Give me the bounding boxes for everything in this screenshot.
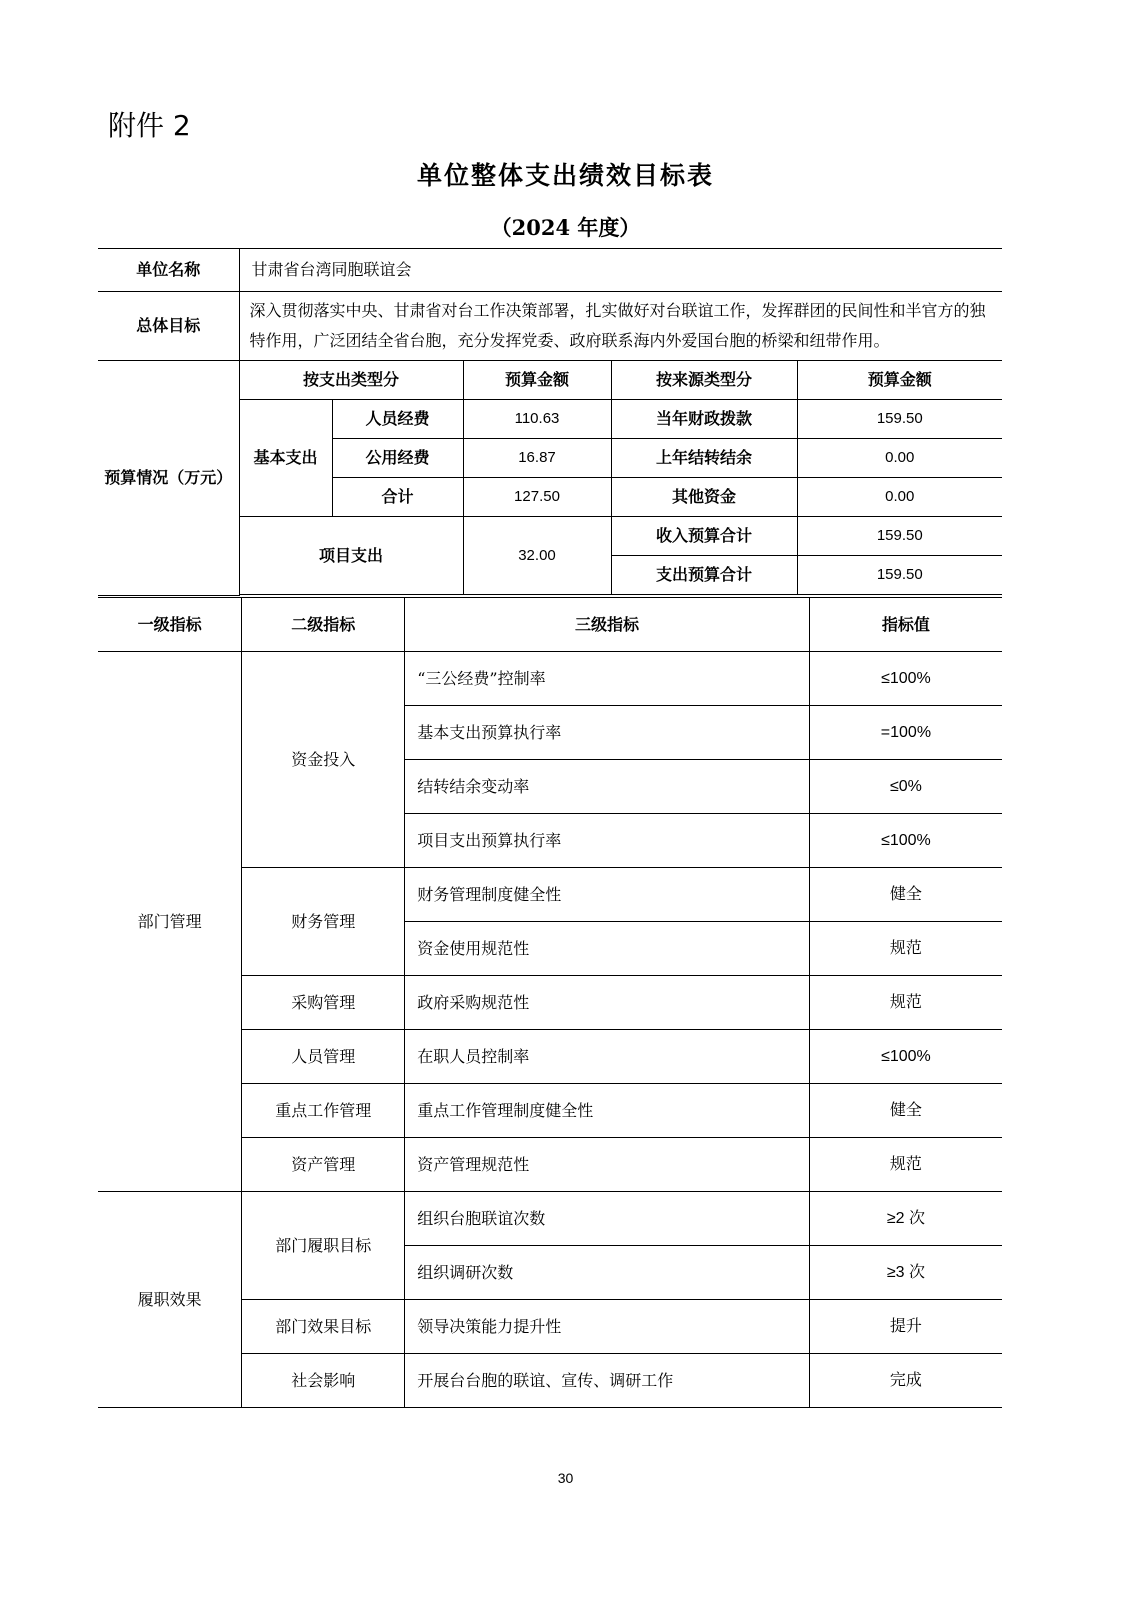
indicator-value: ≥2 次 bbox=[809, 1192, 1002, 1246]
level1-cell: 履职效果 bbox=[98, 1192, 242, 1408]
source-amount: 0.00 bbox=[797, 478, 1002, 517]
amount-header: 预算金额 bbox=[463, 361, 611, 400]
basic-expense-label: 基本支出 bbox=[239, 400, 332, 517]
source-item: 其他资金 bbox=[611, 478, 797, 517]
header-level3: 三级指标 bbox=[405, 598, 810, 652]
level2-cell: 部门效果目标 bbox=[242, 1300, 405, 1354]
goal-text: 深入贯彻落实中央、甘肃省对台工作决策部署，扎实做好对台联谊工作，发挥群团的民间性和半官方的独特作用，广泛团结全省台胞，充分发挥党委、政府联系海内外爱国台胞的桥梁和纽带作用。 bbox=[239, 292, 1002, 361]
goal-label: 总体目标 bbox=[98, 292, 239, 361]
level2-cell: 社会影响 bbox=[242, 1354, 405, 1408]
unit-name: 甘肃省台湾同胞联谊会 bbox=[239, 249, 1002, 292]
by-expense-header: 按支出类型分 bbox=[239, 361, 463, 400]
project-expense-amount: 32.00 bbox=[463, 517, 611, 595]
indicator-value: 提升 bbox=[809, 1300, 1002, 1354]
level3-cell: 政府采购规范性 bbox=[405, 976, 810, 1030]
level3-cell: 领导决策能力提升性 bbox=[405, 1300, 810, 1354]
level2-cell: 财务管理 bbox=[242, 868, 405, 976]
indicator-value: ≤100% bbox=[809, 814, 1002, 868]
attachment-label: 附件 2 bbox=[108, 109, 191, 142]
header-level2: 二级指标 bbox=[242, 598, 405, 652]
indicator-value: ≥3 次 bbox=[809, 1246, 1002, 1300]
header-level1: 一级指标 bbox=[98, 598, 242, 652]
page-number: 30 bbox=[557, 1470, 574, 1486]
indicator-header-row bbox=[98, 598, 1002, 652]
budget-label: 预算情况（万元） bbox=[98, 361, 239, 596]
indicator-table bbox=[98, 597, 1002, 1408]
level3-cell: 开展台台胞的联谊、宣传、调研工作 bbox=[405, 1354, 810, 1408]
expense-item: 合计 bbox=[332, 478, 463, 517]
indicator-value: 完成 bbox=[809, 1354, 1002, 1408]
source-amount-header: 预算金额 bbox=[797, 361, 1002, 400]
expense-amount: 16.87 bbox=[463, 439, 611, 478]
indicator-value: =100% bbox=[809, 706, 1002, 760]
income-total-label: 收入预算合计 bbox=[611, 517, 797, 556]
expense-item: 人员经费 bbox=[332, 400, 463, 439]
level3-cell: 财务管理制度健全性 bbox=[405, 868, 810, 922]
indicator-value: 规范 bbox=[809, 922, 1002, 976]
level3-cell: 组织台胞联谊次数 bbox=[405, 1192, 810, 1246]
page-title: 单位整体支出绩效目标表 bbox=[416, 161, 714, 190]
level3-cell: “三公经费”控制率 bbox=[405, 652, 810, 706]
level3-cell: 重点工作管理制度健全性 bbox=[405, 1084, 810, 1138]
source-amount: 0.00 bbox=[797, 439, 1002, 478]
level2-cell: 资金投入 bbox=[242, 652, 405, 868]
level3-cell: 项目支出预算执行率 bbox=[405, 814, 810, 868]
level2-cell: 部门履职目标 bbox=[242, 1192, 405, 1300]
goal-row bbox=[98, 292, 1002, 361]
level2-cell: 人员管理 bbox=[242, 1030, 405, 1084]
level3-cell: 组织调研次数 bbox=[405, 1246, 810, 1300]
budget-table bbox=[98, 248, 1002, 596]
indicator-value: 健全 bbox=[809, 1084, 1002, 1138]
header-value: 指标值 bbox=[809, 598, 1002, 652]
source-item: 当年财政拨款 bbox=[611, 400, 797, 439]
indicator-value: 规范 bbox=[809, 1138, 1002, 1192]
level2-cell: 重点工作管理 bbox=[242, 1084, 405, 1138]
level3-cell: 资产管理规范性 bbox=[405, 1138, 810, 1192]
level3-cell: 在职人员控制率 bbox=[405, 1030, 810, 1084]
indicator-value: ≤0% bbox=[809, 760, 1002, 814]
indicator-value: ≤100% bbox=[809, 652, 1002, 706]
expense-item: 公用经费 bbox=[332, 439, 463, 478]
indicator-row bbox=[98, 652, 1002, 706]
level3-cell: 资金使用规范性 bbox=[405, 922, 810, 976]
year-label: （2024 年度） bbox=[490, 215, 641, 240]
level3-cell: 结转结余变动率 bbox=[405, 760, 810, 814]
level1-cell: 部门管理 bbox=[98, 652, 242, 1192]
project-expense-label: 项目支出 bbox=[239, 517, 463, 595]
level2-cell: 资产管理 bbox=[242, 1138, 405, 1192]
indicator-value: 健全 bbox=[809, 868, 1002, 922]
income-total: 159.50 bbox=[797, 517, 1002, 556]
unit-label: 单位名称 bbox=[98, 249, 239, 292]
level3-cell: 基本支出预算执行率 bbox=[405, 706, 810, 760]
indicator-row bbox=[98, 1192, 1002, 1246]
expense-amount: 127.50 bbox=[463, 478, 611, 517]
source-item: 上年结转结余 bbox=[611, 439, 797, 478]
indicator-value: ≤100% bbox=[809, 1030, 1002, 1084]
expense-total: 159.50 bbox=[797, 556, 1002, 595]
expense-total-label: 支出预算合计 bbox=[611, 556, 797, 595]
by-source-header: 按来源类型分 bbox=[611, 361, 797, 400]
expense-amount: 110.63 bbox=[463, 400, 611, 439]
budget-header-row bbox=[98, 361, 1002, 400]
level2-cell: 采购管理 bbox=[242, 976, 405, 1030]
unit-row bbox=[98, 249, 1002, 292]
source-amount: 159.50 bbox=[797, 400, 1002, 439]
indicator-value: 规范 bbox=[809, 976, 1002, 1030]
